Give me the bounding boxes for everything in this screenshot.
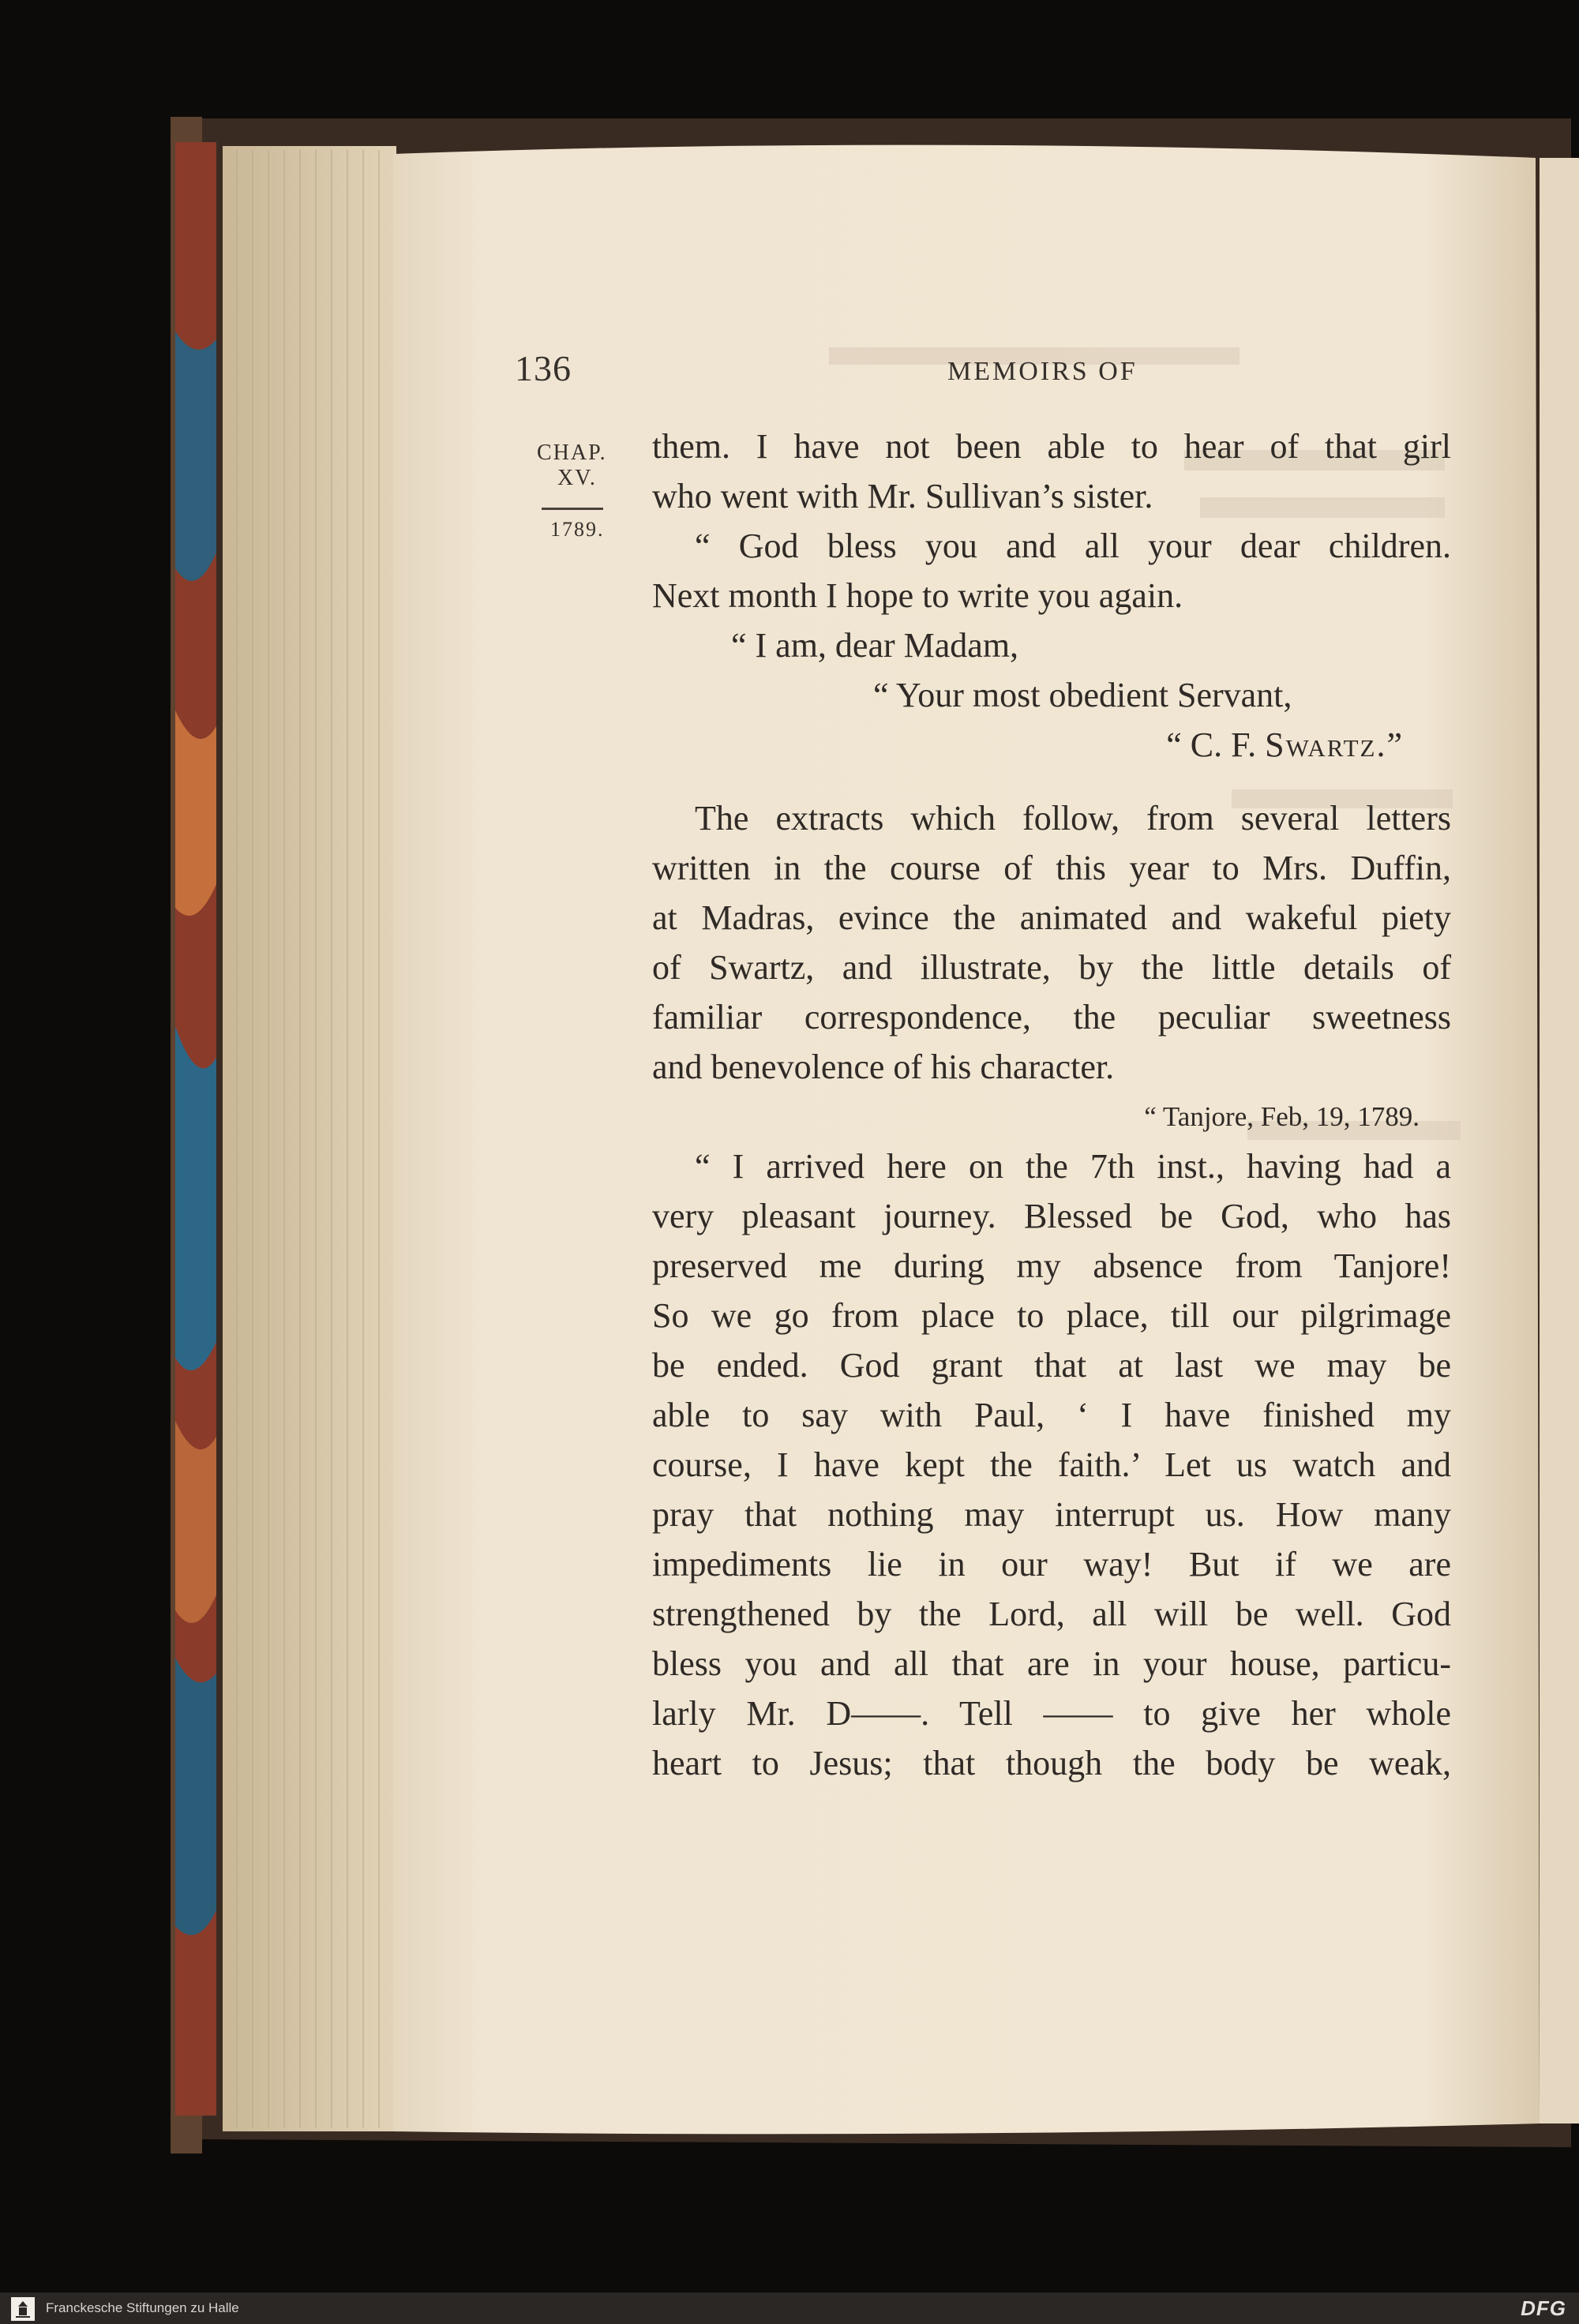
text-line: Next month I hope to write you again.	[652, 576, 1183, 615]
text-line: very pleasant journey. Blessed be God, who has	[652, 1197, 1451, 1235]
text-line: familiar correspondence, the peculiar sweetness	[652, 998, 1451, 1036]
text-line: at Madras, evince the animated and wakeful piety	[652, 898, 1451, 937]
text-line: impediments lie in our way! But if we are	[652, 1545, 1451, 1584]
text-line: strengthened by the Lord, all will be well. God	[652, 1595, 1451, 1633]
text-line: “ I arrived here on the 7th inst., having had a	[695, 1147, 1451, 1186]
footer-credit: Franckesche Stiftungen zu Halle	[46, 2300, 239, 2315]
margin-chapter-label: CHAP.	[537, 440, 607, 465]
text-line: “ Your most obedient Servant,	[873, 676, 1292, 714]
signature-prefix: “ C. F.	[1166, 725, 1266, 764]
text-line: able to say with Paul, ‘ I have finished my	[652, 1396, 1451, 1434]
text-line: course, I have kept the faith.’ Let us watch and	[652, 1445, 1451, 1484]
margin-divider	[542, 508, 603, 510]
signature-name: Swartz.”	[1265, 725, 1404, 764]
right-page-sliver	[1540, 158, 1579, 2123]
text-line: them. I have not been able to hear of that girl	[652, 427, 1451, 466]
text-line: “ God bless you and all your dear children.	[695, 527, 1451, 565]
text-line: heart to Jesus; that though the body be weak,	[652, 1744, 1451, 1782]
page-edges	[223, 146, 396, 2131]
text-line: and benevolence of his character.	[652, 1048, 1115, 1086]
body-text	[652, 422, 1451, 1788]
text-line: of Swartz, and illustrate, by the little details of	[652, 948, 1451, 987]
footer-bar	[0, 2292, 1579, 2324]
text-line: The extracts which follow, from several letters	[695, 799, 1451, 838]
margin-year: 1789.	[550, 518, 605, 541]
text-line: bless you and all that are in your house, particu-	[652, 1644, 1451, 1683]
running-title: MEMOIRS OF	[947, 357, 1138, 386]
page-number: 136	[515, 348, 572, 388]
signature-line	[652, 720, 1451, 770]
text-line: “ I am, dear Madam,	[731, 626, 1019, 665]
text-line: be ended. God grant that at last we may be	[652, 1346, 1451, 1385]
institution-logo-icon	[11, 2297, 35, 2321]
letter-dateline: “ Tanjore, Feb, 19, 1789.	[1144, 1101, 1420, 1132]
text-line: pray that nothing may interrupt us. How many	[652, 1495, 1451, 1534]
dfg-logo: DFG	[1521, 2296, 1566, 2320]
text-line: written in the course of this year to Mrs. Duffin,	[652, 849, 1451, 887]
text-line: preserved me during my absence from Tanjore!	[652, 1246, 1451, 1285]
text-line: larly Mr. D——. Tell —— to give her whole	[652, 1694, 1451, 1733]
text-line: who went with Mr. Sullivan’s sister.	[652, 477, 1153, 515]
text-line: So we go from place to place, till our pilgrimage	[652, 1296, 1451, 1335]
margin-chapter-number: XV.	[557, 466, 597, 490]
